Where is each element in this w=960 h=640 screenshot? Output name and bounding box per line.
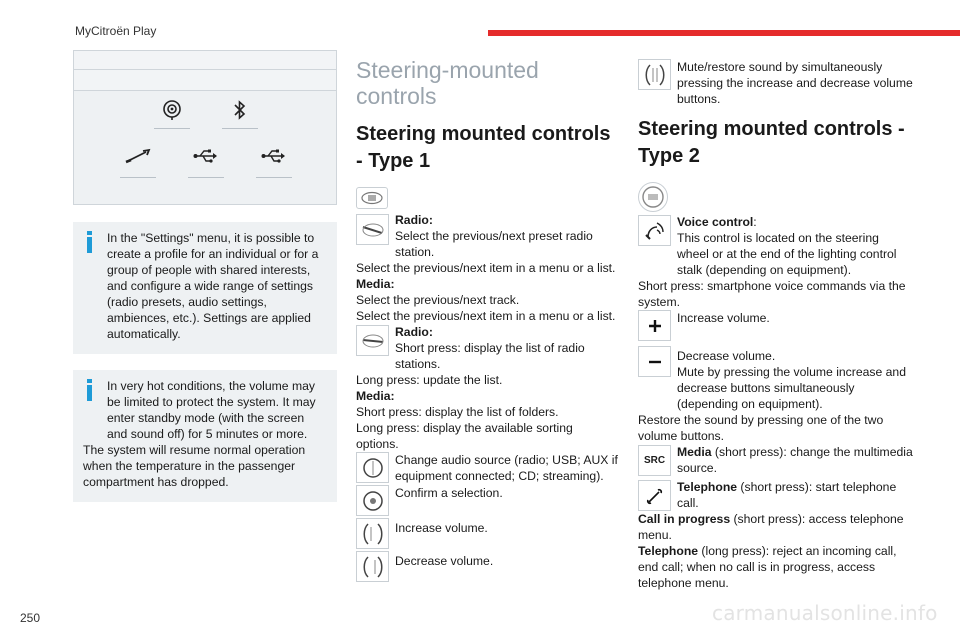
volume-down-control-icon <box>356 551 389 582</box>
control-increase <box>638 310 913 343</box>
stalk-control-icon <box>356 214 389 245</box>
type2-heading: Steering mounted controls - Type 2 <box>638 118 905 167</box>
plus-icon <box>638 310 671 341</box>
control-text: Select the previous/next preset radio station. <box>395 229 593 259</box>
control-text: Short press: display the list of folders. <box>356 405 559 419</box>
control-volume-up <box>356 518 618 551</box>
control-text: Select the previous/next item in a menu or a list. <box>356 309 616 323</box>
mute-control-icon <box>638 59 671 90</box>
telephone-label: Telephone <box>677 480 738 494</box>
control-text: Confirm a selection. <box>395 486 503 500</box>
control-media-src <box>638 444 913 476</box>
control-text: Decrease volume. <box>395 554 494 568</box>
column-right <box>638 59 913 591</box>
voice-control-icon <box>638 215 671 246</box>
call-label: Call in progress <box>638 512 731 526</box>
info-text: The system will resume normal operation when the temperature in the passenger compartment has dropped. <box>83 443 306 489</box>
steering-wheel-icon <box>356 187 388 209</box>
panel-strip <box>74 70 336 91</box>
control-mute <box>638 59 913 107</box>
stalk-control-icon <box>356 325 389 356</box>
control-text: Mute by pressing the volume increase and decrease buttons simultaneously (depending on equipment). <box>677 365 906 411</box>
control-text: (long press): reject an incoming call, end call; when no call is in progress, access telephone menu. <box>638 544 897 590</box>
navigation-icon <box>154 99 190 129</box>
control-text: Increase volume. <box>395 521 488 535</box>
media-label: Media: <box>356 389 395 403</box>
info-box-temperature <box>73 370 337 502</box>
header-title: MyCitroën Play <box>75 24 157 38</box>
column-left <box>73 50 337 502</box>
info-icon <box>85 231 94 253</box>
connectivity-panel <box>73 50 337 205</box>
control-decrease <box>638 346 913 444</box>
radio-label: Radio: <box>395 213 433 227</box>
minus-icon <box>638 346 671 377</box>
watermark: carmanualsonline.info <box>712 601 938 625</box>
control-volume-down <box>356 551 618 584</box>
control-text: (short press): start telephone call. <box>677 480 897 510</box>
control-radio-list <box>356 324 618 452</box>
type1-heading: Steering mounted controls - Type 1 <box>356 123 611 172</box>
info-box-settings <box>73 222 337 354</box>
control-confirm <box>356 485 618 518</box>
control-text: Long press: display the available sorting options. <box>356 421 573 451</box>
usb-icon <box>256 148 292 178</box>
telephone-label: Telephone <box>638 544 699 558</box>
control-voice: Voice control: This control is located on the steering wheel or at the end of the lighting control stalk (depending on equipment). Short press: smartphone voice commands via the system. <box>638 214 913 310</box>
info-icon <box>85 379 94 401</box>
voice-label: Voice control <box>677 215 754 229</box>
media-label: Media <box>677 445 712 459</box>
column-middle <box>356 57 618 584</box>
section-title: Steering-mounted controls <box>356 57 539 109</box>
cable-icon <box>120 148 156 178</box>
bluetooth-icon <box>222 99 258 129</box>
stalk-press-icon <box>356 485 389 516</box>
control-text: Increase volume. <box>677 311 770 325</box>
phone-icon <box>638 480 671 511</box>
header-accent-bar <box>488 30 960 36</box>
control-text: This control is located on the steering wheel or at the end of the lighting control stalk (depending on equipment). <box>677 231 897 277</box>
control-text: Decrease volume. <box>677 349 776 363</box>
page-number: 250 <box>20 611 41 625</box>
control-text: Change audio source (radio; USB; AUX if equipment connected; CD; streaming). <box>395 453 618 483</box>
control-source <box>356 452 618 485</box>
radio-label: Radio: <box>395 325 433 339</box>
media-label: Media: <box>356 277 395 291</box>
src-button-icon: SRC <box>638 445 671 476</box>
control-text: Restore the sound by pressing one of the two volume buttons. <box>638 413 884 443</box>
info-text: In very hot conditions, the volume may be limited to protect the system. It may enter standby mode (with the screen and sound off) for 5 minutes or more. <box>107 379 316 441</box>
control-text: Short press: display the list of radio stations. <box>395 341 585 371</box>
control-text: (short press): change the multimedia source. <box>677 445 913 475</box>
control-text: Short press: smartphone voice commands via the system. <box>638 279 906 309</box>
steering-wheel-icon <box>638 182 668 212</box>
control-text: Select the previous/next track. <box>356 293 520 307</box>
info-text: In the "Settings" menu, it is possible to create a profile for an individual or for a group of people with shared interests, and configure a wide range of settings (radio presets, audio settings, ambiences, etc.). Settings are applied automatically. <box>107 231 319 341</box>
control-text: Long press: update the list. <box>356 373 503 387</box>
panel-strip <box>74 51 336 70</box>
stalk-end-icon <box>356 452 389 483</box>
control-text: (short press): access telephone menu. <box>638 512 904 542</box>
control-text: Mute/restore sound by simultaneously pressing the increase and decrease volume buttons. <box>677 60 913 106</box>
usb-icon <box>188 148 224 178</box>
control-telephone <box>638 479 913 511</box>
control-text: Select the previous/next item in a menu or a list. <box>356 261 616 275</box>
control-radio-select <box>356 212 618 324</box>
volume-up-control-icon <box>356 518 389 549</box>
